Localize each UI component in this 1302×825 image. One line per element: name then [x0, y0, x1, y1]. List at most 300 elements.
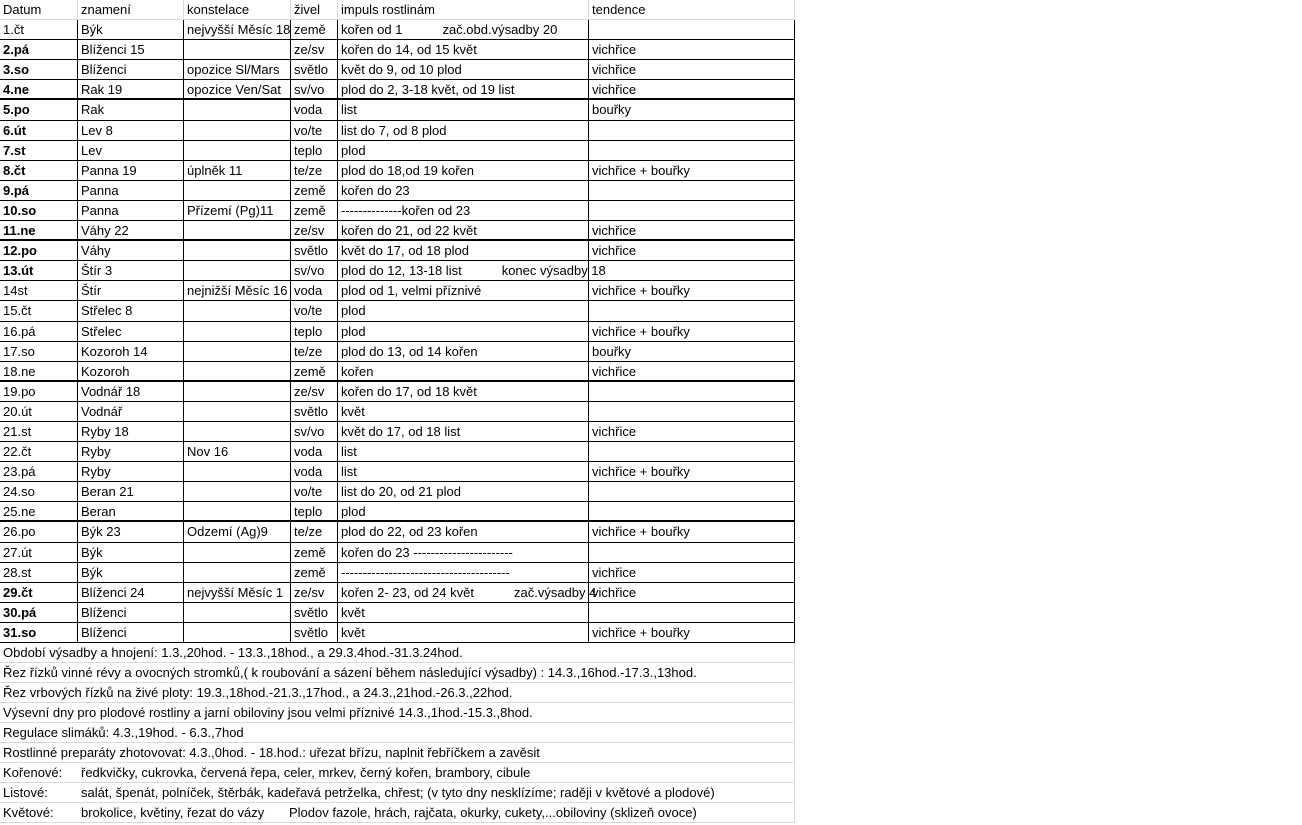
zivel-text: ze/sv	[294, 42, 325, 58]
cell-konstelace[interactable]	[184, 221, 291, 239]
tendence-text: vichřice + bouřky	[592, 524, 690, 540]
impuls-text: kořen do 23 -----------------------	[341, 544, 513, 560]
note-rez-vrbovych[interactable]: Řez vrbových řízků na živé ploty: 19.3.,18hod.-21.3.,17hod., a 24.3.,21hod.-26.3.,22hod.	[0, 683, 795, 703]
header-datum[interactable]: Datum	[0, 0, 78, 19]
cell-konstelace[interactable]	[184, 80, 291, 98]
impuls-text: květ do 17, od 18 list	[341, 423, 461, 439]
zivel-text: sv/vo	[294, 82, 325, 98]
cell-tendence[interactable]	[589, 121, 795, 140]
header-impuls[interactable]: impuls rostlinám	[338, 0, 589, 19]
impuls-text: květ	[341, 604, 365, 620]
konstelace-text: nejnižší Měsíc 16	[187, 283, 288, 299]
cell-konstelace[interactable]	[184, 241, 291, 260]
cell-impuls[interactable]	[338, 281, 589, 300]
cell-tendence[interactable]	[589, 181, 795, 200]
cell-znameni[interactable]	[78, 261, 184, 280]
cell-zivel[interactable]	[291, 362, 338, 380]
datum-text: 8.čt	[3, 162, 26, 178]
cell-zivel[interactable]	[291, 502, 338, 520]
cell-znameni[interactable]	[78, 342, 184, 361]
cell-zivel[interactable]	[291, 563, 338, 582]
cell-datum[interactable]	[0, 40, 78, 59]
cell-zivel[interactable]	[291, 583, 338, 602]
header-konstelace[interactable]: konstelace	[184, 0, 291, 19]
cell-tendence[interactable]	[589, 20, 795, 39]
cell-datum[interactable]	[0, 121, 78, 140]
cell-konstelace[interactable]	[184, 60, 291, 79]
cell-znameni[interactable]	[78, 161, 184, 180]
cell-tendence[interactable]	[589, 241, 795, 260]
cell-znameni[interactable]	[78, 241, 184, 260]
cell-znameni[interactable]	[78, 522, 184, 541]
impuls-text: plod do 18,od 19 kořen	[341, 162, 474, 178]
cell-tendence[interactable]	[589, 563, 795, 582]
cell-datum[interactable]	[0, 583, 78, 602]
cell-znameni[interactable]	[78, 603, 184, 622]
znameni-text: Štír	[81, 283, 102, 299]
cell-datum[interactable]	[0, 100, 78, 119]
cell-zivel[interactable]	[291, 221, 338, 239]
cell-impuls[interactable]	[338, 20, 589, 39]
zivel-text: voda	[294, 283, 323, 299]
konstelace-text: opozice Ven/Sat	[187, 82, 281, 98]
datum-text: 7.st	[3, 142, 26, 158]
tendence-text: vichřice	[592, 564, 637, 580]
impuls-text: kořen do 14, od 15 květ	[341, 42, 477, 58]
konstelace-text: opozice Sl/Mars	[187, 62, 280, 78]
cell-konstelace[interactable]	[184, 603, 291, 622]
cell-tendence[interactable]	[589, 281, 795, 300]
znameni-text: Panna	[81, 182, 119, 198]
tendence-text: vichřice	[592, 243, 637, 259]
header-row	[0, 0, 795, 20]
cell-impuls[interactable]	[338, 181, 589, 200]
cell-konstelace[interactable]	[184, 342, 291, 361]
konstelace-text: Nov 16	[187, 444, 229, 460]
cell-impuls[interactable]	[338, 342, 589, 361]
cell-konstelace[interactable]	[184, 161, 291, 180]
datum-text: 12.po	[3, 243, 37, 259]
cell-tendence[interactable]	[589, 60, 795, 79]
cell-impuls[interactable]	[338, 161, 589, 180]
cell-datum[interactable]	[0, 603, 78, 622]
cell-impuls[interactable]	[338, 221, 589, 239]
cell-tendence[interactable]	[589, 543, 795, 562]
cell-konstelace[interactable]	[184, 623, 291, 642]
datum-text: 11.ne	[3, 223, 36, 239]
konstelace-text: Odzemí (Ag)9	[187, 524, 268, 540]
tendence-text: vichřice + bouřky	[592, 323, 690, 339]
cell-impuls[interactable]	[338, 623, 589, 642]
impuls-text: plod od 1, velmi příznivé	[341, 283, 482, 299]
cell-znameni[interactable]	[78, 583, 184, 602]
cell-zivel[interactable]	[291, 442, 338, 461]
cell-znameni[interactable]	[78, 402, 184, 421]
kvetove-label: Květové:	[3, 805, 54, 820]
cell-zivel[interactable]	[291, 382, 338, 401]
cell-konstelace[interactable]	[184, 543, 291, 562]
table-row	[0, 462, 795, 482]
cell-datum[interactable]	[0, 462, 78, 481]
table-row	[0, 121, 795, 141]
cell-zivel[interactable]	[291, 543, 338, 562]
cell-znameni[interactable]	[78, 141, 184, 160]
cell-zivel[interactable]	[291, 20, 338, 39]
cell-tendence[interactable]	[589, 40, 795, 59]
cell-tendence[interactable]	[589, 201, 795, 220]
znameni-text: Kozoroh 14	[81, 343, 148, 359]
impuls-text: plod do 22, od 23 kořen	[341, 524, 478, 540]
cell-datum[interactable]	[0, 20, 78, 39]
cell-tendence[interactable]	[589, 100, 795, 119]
cell-konstelace[interactable]	[184, 563, 291, 582]
table-row	[0, 623, 795, 643]
cell-konstelace[interactable]	[184, 322, 291, 341]
cell-zivel[interactable]	[291, 322, 338, 341]
cell-zivel[interactable]	[291, 603, 338, 622]
datum-text: 4.ne	[3, 82, 30, 98]
cell-datum[interactable]	[0, 241, 78, 260]
datum-text: 24.so	[3, 484, 35, 500]
impuls-text: květ	[341, 403, 365, 419]
cell-tendence[interactable]	[589, 583, 795, 602]
znameni-text: Lev 8	[81, 122, 113, 138]
tendence-text: vichřice	[592, 363, 637, 379]
cell-konstelace[interactable]	[184, 442, 291, 461]
cell-tendence[interactable]	[589, 502, 795, 520]
cell-zivel[interactable]	[291, 482, 338, 501]
cell-impuls[interactable]	[338, 261, 606, 280]
cell-konstelace[interactable]	[184, 402, 291, 421]
cell-datum[interactable]	[0, 201, 78, 220]
cell-konstelace[interactable]	[184, 362, 291, 380]
cell-tendence[interactable]	[589, 301, 795, 320]
cell-zivel[interactable]	[291, 241, 338, 260]
cell-impuls[interactable]	[338, 60, 589, 79]
tendence-text: vichřice	[592, 423, 637, 439]
cell-impuls[interactable]	[338, 301, 589, 320]
cell-znameni[interactable]	[78, 40, 184, 59]
cell-konstelace[interactable]	[184, 141, 291, 160]
cell-datum[interactable]	[0, 543, 78, 562]
cell-zivel[interactable]	[291, 342, 338, 361]
cell-zivel[interactable]	[291, 80, 338, 98]
cell-konstelace[interactable]	[184, 181, 291, 200]
konstelace-text: Přízemí (Pg)11	[187, 202, 274, 218]
cell-zivel[interactable]	[291, 100, 338, 119]
cell-impuls[interactable]	[338, 603, 589, 622]
datum-text: 31.so	[3, 624, 37, 640]
note-preparaty[interactable]: Rostlinné preparáty zhotovovat: 4.3.,0hod. - 18.hod.: uřezat břízu, naplnit řebříčkem a zavěsit	[0, 743, 795, 763]
cell-konstelace[interactable]	[184, 201, 291, 220]
cell-znameni[interactable]	[78, 301, 184, 320]
cell-zivel[interactable]	[291, 301, 338, 320]
cell-tendence[interactable]	[589, 623, 795, 642]
note-regulace-slimaku[interactable]: Regulace slimáků: 4.3.,19hod. - 6.3.,7hod	[0, 723, 795, 743]
cell-impuls[interactable]	[338, 100, 589, 119]
cell-znameni[interactable]	[78, 382, 184, 401]
table-body	[0, 20, 795, 643]
cell-tendence[interactable]	[589, 462, 795, 481]
cell-impuls[interactable]	[338, 422, 589, 441]
datum-text: 26.po	[3, 524, 36, 540]
zivel-text: voda	[294, 464, 323, 480]
cell-konstelace[interactable]	[184, 100, 291, 119]
impuls-text: list do 7, od 8 plod	[341, 122, 447, 138]
znameni-text: Blíženci	[81, 624, 127, 640]
cell-znameni[interactable]	[78, 623, 184, 642]
cell-zivel[interactable]	[291, 141, 338, 160]
impuls-text: ---------------------------------------	[341, 564, 510, 580]
cell-tendence[interactable]	[589, 342, 795, 361]
cell-tendence[interactable]	[589, 261, 795, 280]
cell-tendence[interactable]	[589, 80, 795, 98]
cell-znameni[interactable]	[78, 422, 184, 441]
cell-datum[interactable]	[0, 362, 78, 380]
datum-text: 25.ne	[3, 504, 36, 520]
tendence-text: vichřice	[592, 62, 637, 78]
cell-datum[interactable]	[0, 623, 78, 642]
cell-datum[interactable]	[0, 80, 78, 98]
zivel-text: země	[294, 22, 326, 38]
header-znameni[interactable]: znamení	[78, 0, 184, 19]
cell-zivel[interactable]	[291, 261, 338, 280]
table-row	[0, 382, 795, 402]
konstelace-text: nejvyšší Měsíc 1	[187, 584, 284, 600]
cell-impuls[interactable]	[338, 322, 589, 341]
znameni-text: Beran 21	[81, 484, 134, 500]
impuls-text: plod do 2, 3-18 květ, od 19 list	[341, 82, 515, 98]
cell-konstelace[interactable]	[184, 40, 291, 59]
znameni-text: Blíženci	[81, 604, 127, 620]
cell-znameni[interactable]	[78, 281, 184, 300]
cell-datum[interactable]	[0, 563, 78, 582]
table-row	[0, 322, 795, 342]
cell-zivel[interactable]	[291, 60, 338, 79]
datum-text: 15.čt	[3, 303, 32, 319]
cell-datum[interactable]	[0, 422, 78, 441]
tendence-text: vichřice + bouřky	[592, 464, 690, 480]
cell-impuls[interactable]	[338, 402, 589, 421]
cell-zivel[interactable]	[291, 281, 338, 300]
cell-znameni[interactable]	[78, 80, 184, 98]
zivel-text: ze/sv	[294, 223, 325, 239]
cell-impuls[interactable]	[338, 382, 589, 401]
zivel-text: světlo	[294, 62, 328, 78]
cell-tendence[interactable]	[589, 221, 795, 239]
note-korenove[interactable]	[0, 763, 795, 783]
cell-zivel[interactable]	[291, 422, 338, 441]
table-row	[0, 362, 795, 382]
cell-znameni[interactable]	[78, 221, 184, 239]
cell-tendence[interactable]	[589, 322, 795, 341]
cell-tendence[interactable]	[589, 522, 795, 541]
cell-znameni[interactable]	[78, 181, 184, 200]
impuls-text: květ do 17, od 18 plod	[341, 243, 469, 259]
cell-znameni[interactable]	[78, 322, 184, 341]
note-vysevni-dny[interactable]: Výsevní dny pro plodové rostliny a jarní obiloviny jsou velmi příznivé 14.3.,1hod.-15.3.,8hod.	[0, 703, 795, 723]
cell-konstelace[interactable]	[184, 20, 291, 39]
cell-tendence[interactable]	[589, 482, 795, 501]
table-row	[0, 522, 795, 542]
znameni-text: Rak	[81, 102, 105, 118]
cell-impuls[interactable]	[338, 141, 589, 160]
cell-datum[interactable]	[0, 322, 78, 341]
znameni-text: Štír 3	[81, 263, 113, 279]
cell-impuls[interactable]	[338, 462, 589, 481]
table-row	[0, 20, 795, 40]
cell-impuls[interactable]	[338, 362, 589, 380]
cell-impuls[interactable]	[338, 40, 589, 59]
korenove-label: Kořenové:	[3, 765, 63, 780]
cell-konstelace[interactable]	[184, 301, 291, 320]
datum-text: 16.pá	[3, 323, 36, 339]
impuls-text: plod	[341, 504, 366, 520]
zivel-text: světlo	[294, 403, 328, 419]
note-obdobi-vysadby[interactable]: Období výsadby a hnojení: 1.3.,20hod. - 13.3.,18hod., a 29.3.4hod.-31.3.24hod.	[0, 643, 795, 663]
table-row	[0, 563, 795, 583]
cell-datum[interactable]	[0, 181, 78, 200]
cell-impuls[interactable]	[338, 482, 589, 501]
cell-konstelace[interactable]	[184, 121, 291, 140]
table-row	[0, 482, 795, 502]
zivel-text: sv/vo	[294, 423, 325, 439]
cell-datum[interactable]	[0, 342, 78, 361]
impuls-text: plod do 13, od 14 kořen	[341, 343, 478, 359]
cell-datum[interactable]	[0, 442, 78, 461]
cell-konstelace[interactable]	[184, 482, 291, 501]
cell-konstelace[interactable]	[184, 583, 291, 602]
cell-konstelace[interactable]	[184, 281, 291, 300]
datum-text: 27.út	[3, 544, 32, 560]
cell-zivel[interactable]	[291, 161, 338, 180]
header-tendence[interactable]: tendence	[589, 0, 795, 19]
tendence-text: vichřice + bouřky	[592, 624, 690, 640]
cell-zivel[interactable]	[291, 181, 338, 200]
table-row	[0, 181, 795, 201]
cell-datum[interactable]	[0, 382, 78, 401]
cell-zivel[interactable]	[291, 402, 338, 421]
zivel-text: země	[294, 564, 326, 580]
table-row	[0, 342, 795, 362]
table-row	[0, 502, 795, 522]
cell-konstelace[interactable]	[184, 502, 291, 520]
cell-tendence[interactable]	[589, 422, 795, 441]
zivel-text: sv/vo	[294, 263, 325, 279]
cell-tendence[interactable]	[589, 382, 795, 401]
znameni-text: Ryby	[81, 464, 111, 480]
impuls-text: kořen	[341, 363, 374, 379]
cell-tendence[interactable]	[589, 161, 795, 180]
cell-datum[interactable]	[0, 301, 78, 320]
cell-datum[interactable]	[0, 161, 78, 180]
cell-impuls[interactable]	[338, 442, 589, 461]
table-row	[0, 201, 795, 221]
cell-zivel[interactable]	[291, 623, 338, 642]
cell-znameni[interactable]	[78, 482, 184, 501]
cell-znameni[interactable]	[78, 563, 184, 582]
konstelace-text: nejvyšší Měsíc 18	[187, 22, 291, 38]
zivel-text: teplo	[294, 323, 323, 339]
cell-znameni[interactable]	[78, 201, 184, 220]
cell-tendence[interactable]	[589, 402, 795, 421]
cell-znameni[interactable]	[78, 121, 184, 140]
cell-impuls[interactable]	[338, 563, 589, 582]
tendence-text: bouřky	[592, 102, 632, 118]
cell-konstelace[interactable]	[184, 382, 291, 401]
cell-datum[interactable]	[0, 482, 78, 501]
cell-tendence[interactable]	[589, 442, 795, 461]
impuls-text: plod	[341, 323, 366, 339]
cell-konstelace[interactable]	[184, 261, 291, 280]
cell-znameni[interactable]	[78, 442, 184, 461]
datum-text: 2.pá	[3, 42, 30, 58]
cell-konstelace[interactable]	[184, 462, 291, 481]
cell-zivel[interactable]	[291, 40, 338, 59]
cell-datum[interactable]	[0, 402, 78, 421]
cell-znameni[interactable]	[78, 462, 184, 481]
znameni-text: Býk	[81, 544, 103, 560]
cell-znameni[interactable]	[78, 100, 184, 119]
cell-datum[interactable]	[0, 261, 78, 280]
note-kvetove[interactable]	[0, 803, 795, 823]
table-row	[0, 100, 795, 120]
cell-tendence[interactable]	[589, 362, 795, 380]
cell-datum[interactable]	[0, 221, 78, 239]
cell-impuls[interactable]	[338, 502, 589, 520]
cell-znameni[interactable]	[78, 543, 184, 562]
cell-impuls[interactable]	[338, 543, 589, 562]
cell-datum[interactable]	[0, 60, 78, 79]
cell-datum[interactable]	[0, 522, 78, 541]
cell-impuls[interactable]	[338, 241, 589, 260]
cell-impuls[interactable]	[338, 583, 597, 602]
tendence-text: vichřice + bouřky	[592, 162, 690, 178]
cell-znameni[interactable]	[78, 60, 184, 79]
zivel-text: země	[294, 182, 326, 198]
cell-impuls[interactable]	[338, 80, 589, 98]
cell-zivel[interactable]	[291, 522, 338, 541]
table-row	[0, 80, 795, 100]
header-zivel[interactable]: živel	[291, 0, 338, 19]
note-listove[interactable]	[0, 783, 795, 803]
datum-text: 1.čt	[3, 22, 24, 38]
cell-znameni[interactable]	[78, 502, 184, 520]
cell-tendence[interactable]	[589, 603, 795, 622]
cell-datum[interactable]	[0, 281, 78, 300]
cell-znameni[interactable]	[78, 20, 184, 39]
cell-znameni[interactable]	[78, 362, 184, 380]
table-row	[0, 261, 795, 281]
datum-text: 28.st	[3, 564, 32, 580]
impuls-text: plod	[341, 142, 366, 158]
cell-impuls[interactable]	[338, 522, 589, 541]
plodove-label: Plodov	[289, 805, 329, 820]
cell-datum[interactable]	[0, 502, 78, 520]
cell-zivel[interactable]	[291, 462, 338, 481]
cell-impuls[interactable]	[338, 121, 589, 140]
cell-impuls[interactable]	[338, 201, 589, 220]
datum-text: 19.po	[3, 383, 36, 399]
cell-zivel[interactable]	[291, 121, 338, 140]
zivel-text: světlo	[294, 624, 328, 640]
note-rez-rizku[interactable]: Řez řízků vinné révy a ovocných stromků,( k roubování a sázení během následující výsadby) : 14.3.,16hod.-17.3.,13hod.	[0, 663, 795, 683]
cell-datum[interactable]	[0, 141, 78, 160]
cell-zivel[interactable]	[291, 201, 338, 220]
cell-konstelace[interactable]	[184, 522, 291, 541]
cell-tendence[interactable]	[589, 141, 795, 160]
cell-konstelace[interactable]	[184, 422, 291, 441]
